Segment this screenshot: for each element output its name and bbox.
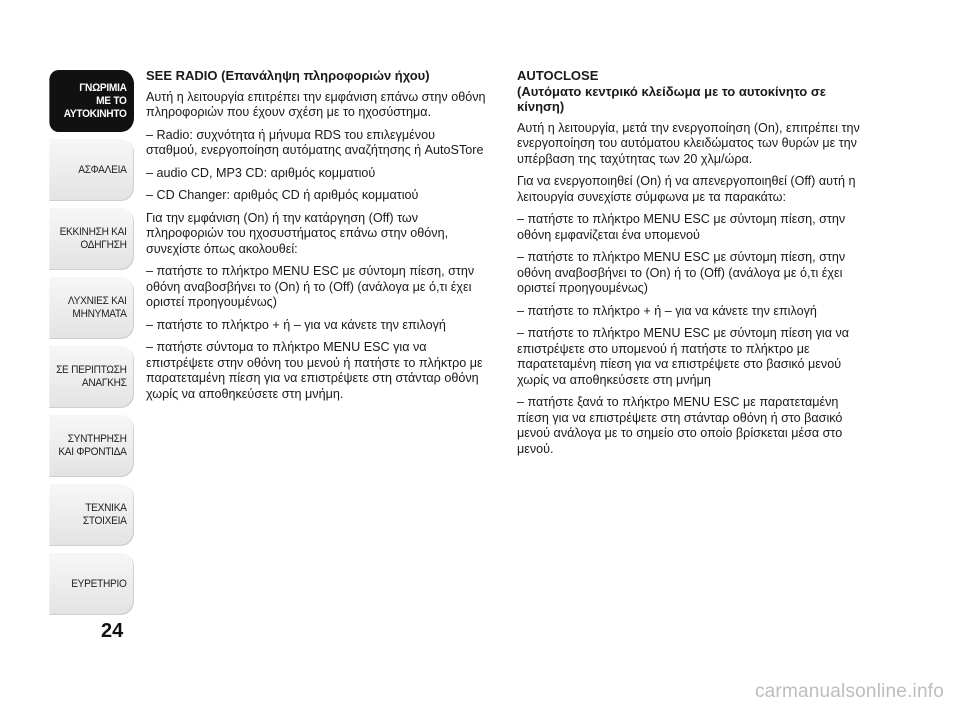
tab-label: ΓΝΩΡΙΜΙΑ ΜΕ ΤΟ ΑΥΤΟΚΙΝΗΤΟ — [63, 81, 127, 120]
list-item: – πατήστε σύντομα το πλήκτρο MENU ESC για να επιστρέψετε στην οθόνη του μενού ή πατήστε το πλήκτρο με παρατεταμένη πίεση για να επιστρέψετε στη στάνταρ οθόνη χωρίς να αποθηκεύσετε στη μνήμη. — [146, 340, 483, 401]
tab-label: ΑΣΦΑΛΕΙΑ — [78, 163, 127, 176]
list-item: – πατήστε το πλήκτρο + ή – για να κάνετε την επιλογή — [517, 303, 817, 318]
list-item: – audio CD, MP3 CD: αριθμός κομματιού — [146, 165, 376, 180]
list-item: – πατήστε το πλήκτρο MENU ESC με σύντομη πίεση για να επιστρέψετε στο υπομενού ή πατήστε το πλήκτρο με παρατεταμένη πίεση για να επιστρέψετε στο βασικό μενού χωρίς να αποθηκεύσετε στη μνήμη — [517, 326, 850, 387]
tab-in-an-emergency[interactable] — [49, 346, 134, 408]
heading-title: AUTOCLOSE — [517, 68, 599, 83]
tab-starting-and-driving[interactable] — [49, 208, 134, 270]
list-item: – πατήστε το πλήκτρο + ή – για να κάνετε την επιλογή — [146, 317, 446, 332]
paragraph: Για την εμφάνιση (On) ή την κατάργηση (Off) των πληροφοριών του ηχοσυστήματος επάνω στην οθόνη, συνεχίστε όπως ακολουθεί: — [146, 210, 449, 256]
paragraph: Αυτή η λειτουργία, μετά την ενεργοποίηση (On), επιτρέπει την ενεργοποίηση του αυτόματου κλειδώματος των θυρών με την υπέρβαση της ταχύτητας των 20 χλμ/ώρα. — [517, 120, 860, 166]
tab-safety[interactable] — [49, 139, 134, 201]
watermark: carmanualsonline.info — [754, 681, 944, 702]
list-item: – Radio: συχνότητα ή μήνυμα RDS του επιλεγμένου σταθμού, ενεργοποίηση αυτόματης αναζήτησης ή AutoSTore — [146, 127, 484, 157]
section-heading-see-radio: SEE RADIO (Επανάληψη πληροφοριών ήχου) — [146, 68, 430, 83]
tab-label: ΣΥΝΤΗΡΗΣΗ ΚΑΙ ΦΡΟΝΤΙΔΑ — [58, 433, 127, 458]
list-item: – CD Changer: αριθμός CD ή αριθμός κομματιού — [146, 188, 419, 202]
tab-getting-to-know-the-car[interactable] — [49, 70, 134, 132]
tab-maintenance-and-care[interactable] — [49, 415, 134, 477]
tab-label: ΕΥΡΕΤΗΡΙΟ — [71, 577, 127, 590]
paragraph: Αυτή η λειτουργία επιτρέπει την εμφάνιση επάνω στην οθόνη πληροφοριών που έχουν σχέση με το ηχοσύστημα. — [146, 89, 486, 119]
page-number: 24 — [101, 620, 124, 642]
left-column — [146, 68, 486, 409]
tab-index[interactable] — [49, 553, 134, 615]
tab-technical-specifications[interactable] — [49, 484, 134, 546]
list-item: – πατήστε το πλήκτρο MENU ESC με σύντομη πίεση, στην οθόνη εμφανίζεται ένα υπομενού — [517, 212, 846, 242]
list-item: – πατήστε ξανά το πλήκτρο MENU ESC με παρατεταμένη πίεση για να επιστρέψετε στη στάνταρ οθόνη ή στο βασικό μενού ανάλογα με το σημείο στο οποίο βρίσκεται μέσα στο μενού. — [517, 395, 843, 456]
section-heading-autoclose — [517, 68, 869, 115]
list-item: – πατήστε το πλήκτρο MENU ESC με σύντομη πίεση, στην οθόνη αναβοσβήνει το (On) ή το (Off) (ανάλογα με ό,τι έχει οριστεί προηγουμένως) — [146, 264, 475, 309]
tab-label: ΤΕΧΝΙΚΑ ΣΤΟΙΧΕΙΑ — [82, 502, 127, 527]
tab-label: ΛΥΧΝΙΕΣ ΚΑΙ ΜΗΝΥΜΑΤΑ — [67, 295, 127, 320]
heading-subtitle: (Αυτόματο κεντρικό κλείδωμα με το αυτοκίνητο σε κίνηση) — [517, 83, 826, 114]
tab-warning-lights-and-messages[interactable] — [49, 277, 134, 339]
list-item: – πατήστε το πλήκτρο MENU ESC με σύντομη πίεση, στην οθόνη αναβοσβήνει το (On) ή το (Off) (ανάλογα με ό,τι έχει οριστεί προηγουμένως) — [517, 250, 846, 295]
right-column — [517, 68, 869, 464]
tab-label: ΕΚΚΙΝΗΣΗ ΚΑΙ ΟΔΗΓΗΣΗ — [59, 226, 127, 251]
tab-label: ΣΕ ΠΕΡΙΠΤΩΣΗ ΑΝΑΓΚΗΣ — [56, 364, 127, 389]
paragraph: Για να ενεργοποιηθεί (On) ή να απενεργοποιηθεί (Off) αυτή η λειτουργία συνεχίστε σύμφωνα με τα παρακάτω: — [517, 174, 856, 204]
